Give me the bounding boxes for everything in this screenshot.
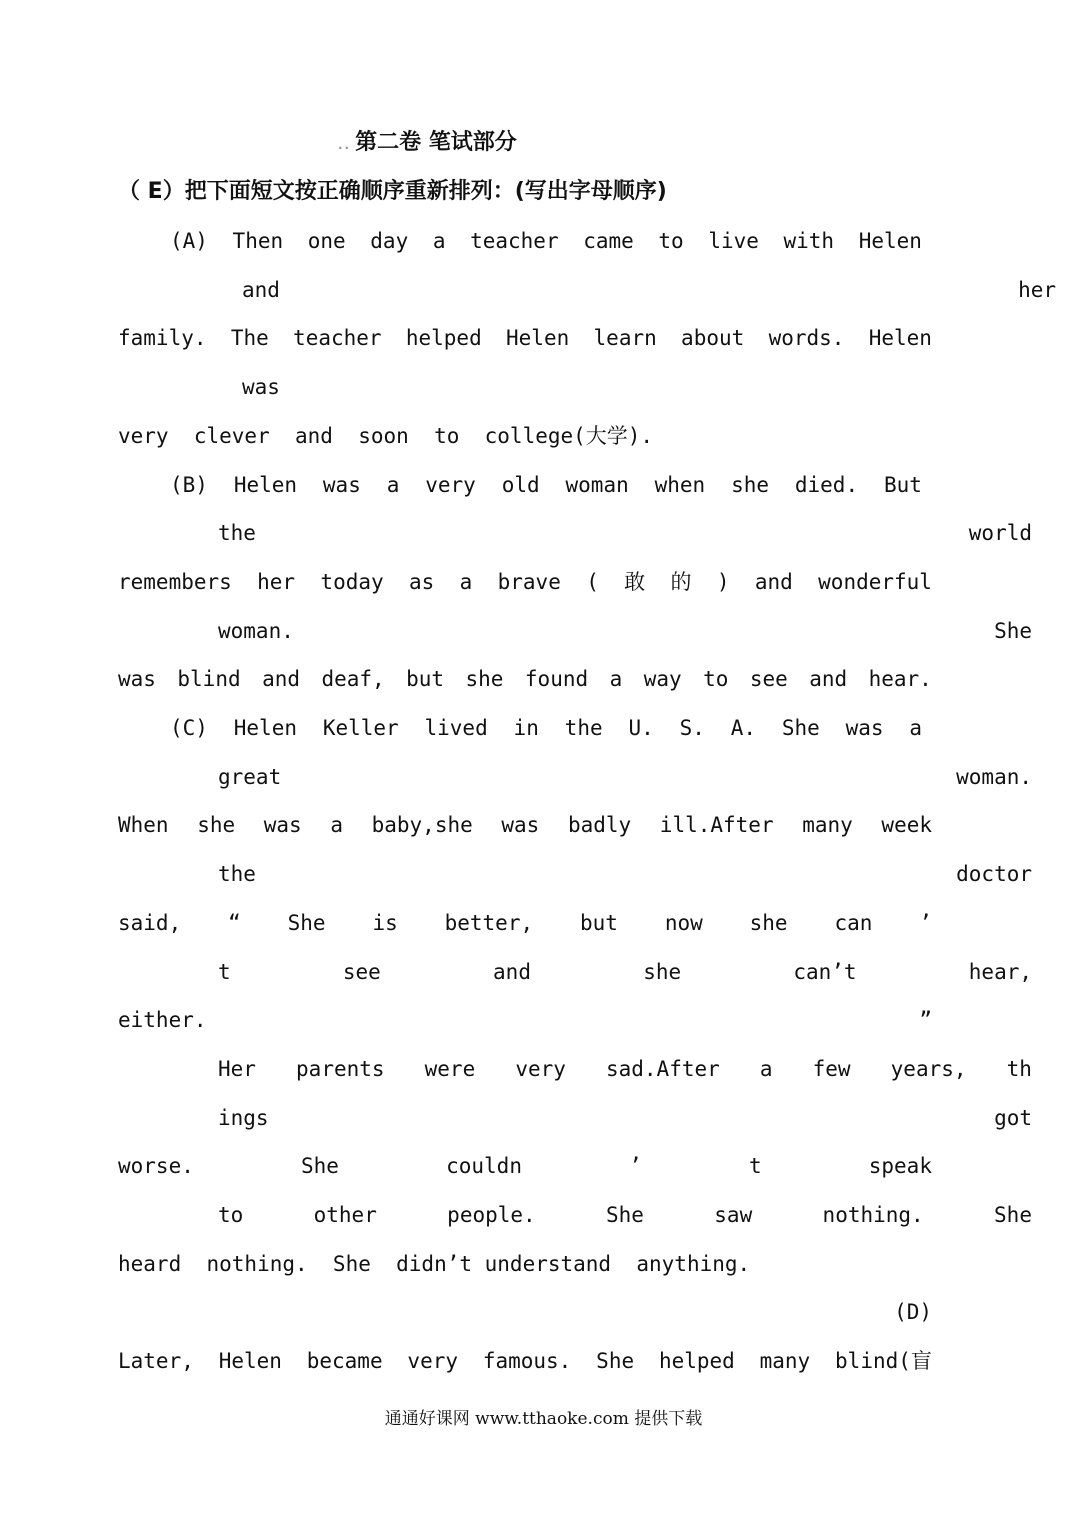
page-footer: 通通好课网 www.tthaoke.com 提供下载 [384, 1409, 703, 1429]
text-token: became [306, 1349, 383, 1373]
text-token: t [748, 1154, 762, 1178]
text-token: helped [658, 1349, 735, 1373]
text-line [218, 857, 1032, 891]
text-token: Then [232, 229, 284, 253]
text-line [218, 614, 1032, 648]
text-token: family. [118, 326, 207, 350]
text-token: a [609, 667, 623, 691]
text-token: She [994, 1203, 1032, 1227]
text-token: and [754, 570, 793, 594]
text-token: but [406, 667, 445, 691]
section-title [338, 128, 517, 160]
text-token: better, [444, 911, 534, 935]
text-token: doctor [956, 862, 1032, 886]
text-token: she [197, 813, 236, 837]
text-token: t [218, 960, 231, 984]
text-token: She [994, 619, 1032, 643]
text-line [118, 1003, 932, 1037]
text-token: either. [118, 1008, 207, 1032]
text-token: but [580, 911, 618, 935]
text-token: world [968, 521, 1032, 545]
text-token: (A) [170, 229, 208, 253]
text-token: in [513, 716, 539, 740]
text-token: very [425, 473, 476, 497]
text-line [118, 1149, 932, 1183]
text-token: heard nothing. She didn’t understand anything. [118, 1252, 751, 1276]
text-token: a [459, 570, 473, 594]
text-token: words. [768, 326, 845, 350]
text-token: teacher [470, 229, 559, 253]
text-line [218, 1052, 1032, 1086]
text-token: today [320, 570, 384, 594]
text-token: and [242, 278, 280, 302]
text-token: Helen [218, 1349, 282, 1373]
text-token: helped [405, 326, 482, 350]
text-token: deaf, [321, 667, 385, 691]
text-token: She [596, 1349, 635, 1373]
text-token: she [643, 960, 682, 984]
text-token: see [749, 667, 788, 691]
text-token: found [524, 667, 589, 691]
text-token: and [262, 667, 300, 691]
text-token: worse. [118, 1154, 194, 1178]
text-token: Later, [118, 1349, 194, 1373]
text-token: (B) [170, 473, 208, 497]
text-line [118, 565, 932, 599]
text-token: brave [497, 570, 561, 594]
text-token: was [263, 813, 302, 837]
text-token: woman. [956, 765, 1032, 789]
text-token: people. [447, 1203, 536, 1227]
text-token: ’ [629, 1154, 642, 1178]
text-token: 敢 [624, 570, 646, 594]
text-token: and [493, 960, 531, 984]
text-token: now [664, 911, 703, 935]
text-token: live [708, 229, 759, 253]
text-token: her [257, 570, 296, 594]
text-token: were [424, 1057, 476, 1081]
text-token: U. [628, 716, 654, 740]
text-token: “ [228, 911, 241, 935]
text-token: many [802, 813, 853, 837]
title-text: 第二卷 笔试部分 [355, 130, 517, 155]
text-token: Helen [858, 229, 922, 253]
text-token: saw [714, 1203, 753, 1227]
text-line [242, 273, 1056, 307]
text-token: ” [919, 1008, 932, 1032]
text-token: Her [218, 1057, 256, 1081]
text-line [170, 224, 922, 258]
text-line [170, 711, 922, 745]
text-line [218, 1101, 1032, 1135]
text-token: But [883, 473, 922, 497]
text-line [218, 760, 1032, 794]
text-line [218, 955, 1032, 989]
text-token: was [501, 813, 540, 837]
text-token: She [301, 1154, 339, 1178]
text-token: few [812, 1057, 851, 1081]
text-token: died. [794, 473, 859, 497]
text-token: ill.After [659, 813, 774, 837]
text-token: lived [424, 716, 488, 740]
text-token: Helen [233, 716, 297, 740]
text-token: got [994, 1106, 1032, 1130]
instruction-heading: （ E）把下面短文按正确顺序重新排列：(写出字母顺序) [118, 179, 667, 204]
text-token: way [643, 667, 682, 691]
text-line [118, 662, 932, 696]
title-dots: .. [338, 138, 352, 152]
text-token: old [501, 473, 540, 497]
text-line [118, 906, 932, 940]
text-token: very [515, 1057, 566, 1081]
text-token: many [759, 1349, 811, 1373]
text-token: she [749, 911, 788, 935]
text-token: Helen [506, 326, 570, 350]
text-token: other [313, 1203, 377, 1227]
text-token: speak [868, 1154, 932, 1178]
text-token: years, [890, 1057, 967, 1081]
text-token: the [218, 862, 256, 886]
text-token: is [372, 911, 398, 935]
text-token: remembers [118, 570, 232, 594]
text-token: badly [567, 813, 632, 837]
text-token: teacher [293, 326, 382, 350]
text-token: The [230, 326, 269, 350]
text-token: day [370, 229, 409, 253]
text-token: came [583, 229, 634, 253]
text-token: the [218, 521, 256, 545]
text-line [118, 419, 932, 453]
text-token: ’ [919, 911, 932, 935]
text-token: ) [716, 570, 730, 594]
text-token: her [1018, 278, 1056, 302]
text-token: baby,she [371, 813, 473, 837]
text-token: Keller [322, 716, 399, 740]
text-token: to [658, 229, 684, 253]
text-token: as [408, 570, 435, 594]
text-token: couldn [446, 1154, 522, 1178]
text-token: week [881, 813, 932, 837]
text-token: very clever and soon to college(大学). [118, 424, 654, 448]
text-token: She [287, 911, 326, 935]
text-token: very [407, 1349, 458, 1373]
text-token: famous. [482, 1349, 572, 1373]
text-token: a [386, 473, 400, 497]
text-token: sad.After [605, 1057, 720, 1081]
text-token: Helen [868, 326, 932, 350]
text-token: (D) [894, 1300, 932, 1324]
text-token: can’t [793, 960, 857, 984]
text-token: was [322, 473, 361, 497]
text-token: to [218, 1203, 244, 1227]
text-line [118, 808, 932, 842]
text-token: She [781, 716, 820, 740]
text-token: said, [118, 911, 182, 935]
text-token: a [909, 716, 922, 740]
text-token: blind [177, 667, 241, 691]
text-token: 的 [670, 570, 692, 594]
text-token: woman [565, 473, 629, 497]
text-token: was [845, 716, 884, 740]
text-token: When [118, 813, 169, 837]
text-token: great [218, 765, 282, 789]
text-line [218, 1198, 1032, 1232]
text-token: a [330, 813, 343, 837]
text-token: hear. [868, 667, 932, 691]
text-token: when [654, 473, 706, 497]
text-token: was [242, 375, 280, 399]
text-token: a [432, 229, 446, 253]
text-token: was [118, 667, 156, 691]
text-token: and [809, 667, 848, 691]
text-token: A. [730, 716, 756, 740]
text-token: Helen [233, 473, 298, 497]
text-line [118, 1344, 932, 1378]
text-token: learn [593, 326, 657, 350]
text-token: with [783, 229, 835, 253]
text-line [170, 468, 922, 502]
text-token: see [342, 960, 381, 984]
text-token: a [759, 1057, 773, 1081]
text-line [242, 370, 1056, 404]
text-token: hear, [968, 960, 1032, 984]
text-token: she [465, 667, 504, 691]
text-line [118, 1247, 932, 1281]
text-token: about [681, 326, 745, 350]
text-token: one [307, 229, 346, 253]
text-token: the [564, 716, 603, 740]
text-token: (C) [170, 716, 208, 740]
text-token: woman. [218, 619, 294, 643]
text-token: parents [296, 1057, 385, 1081]
text-line [118, 1295, 932, 1329]
text-line [218, 516, 1032, 550]
text-token: ( [586, 570, 599, 594]
text-token: th [1006, 1057, 1032, 1081]
text-token: can [834, 911, 873, 935]
text-token: She [606, 1203, 644, 1227]
text-token: ings [218, 1106, 269, 1130]
text-line [118, 321, 932, 355]
text-token: to [703, 667, 729, 691]
text-token: wonderful [818, 570, 932, 594]
text-token: S. [679, 716, 705, 740]
text-token: she [731, 473, 769, 497]
text-token: blind(盲 [835, 1349, 932, 1373]
text-token: nothing. [822, 1203, 924, 1227]
